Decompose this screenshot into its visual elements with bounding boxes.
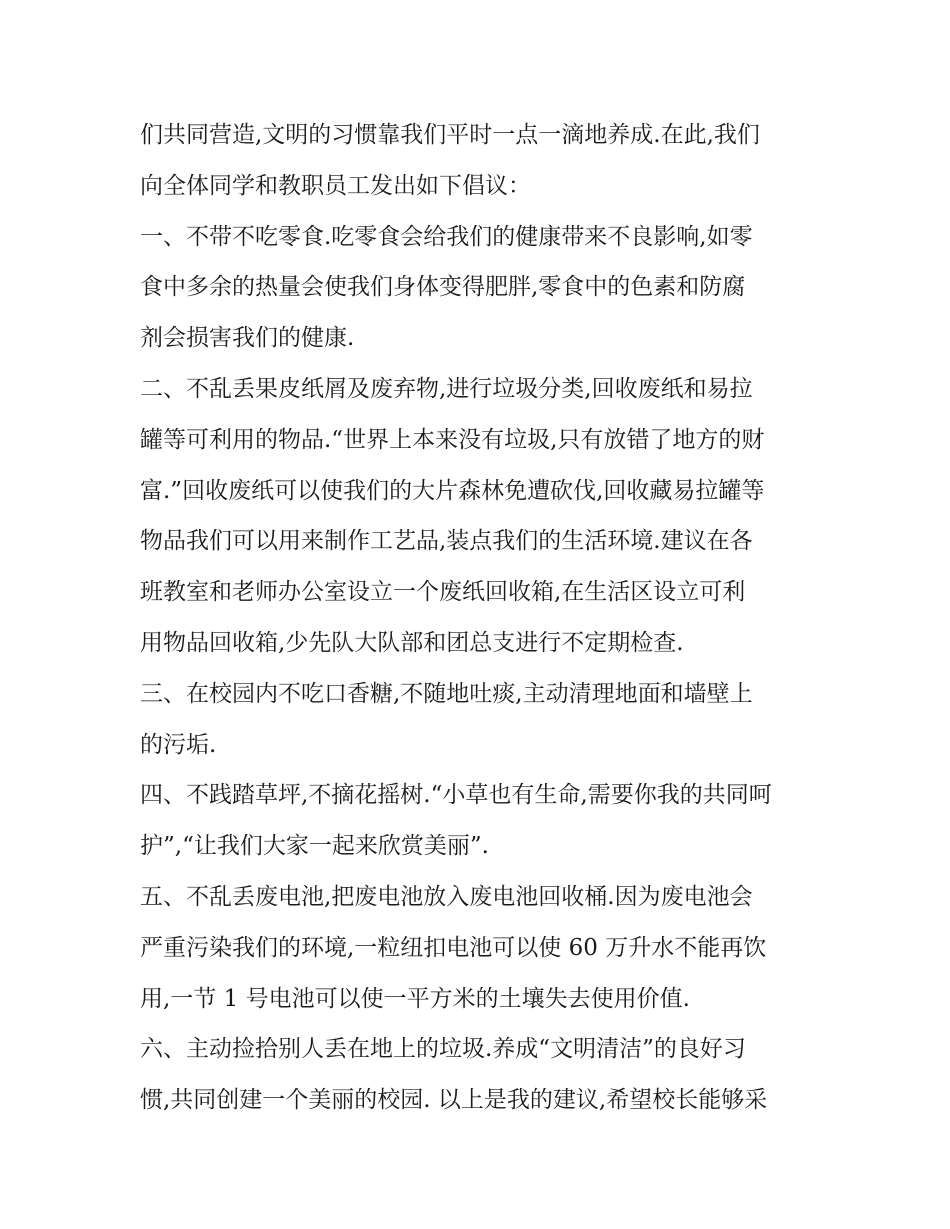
text-line: 惯,共同创建一个美丽的校园. 以上是我的建议,希望校长能够采 — [140, 1087, 768, 1114]
text-line: 二、不乱丢果皮纸屑及废弃物,进行垃圾分类,回收废纸和易拉 — [140, 375, 753, 402]
text-line: 食中多余的热量会使我们身体变得肥胖,零食中的色素和防腐 — [140, 274, 746, 301]
text-line: 们共同营造,文明的习惯靠我们平时一点一滴地养成.在此,我们 — [140, 122, 760, 148]
text-line: 五、不乱丢废电池,把废电池放入废电池回收桶.因为废电池会 — [140, 883, 753, 910]
body-text — [140, 110, 820, 1126]
text-line: 一、不带不吃零食.吃零食会给我们的健康带来不良影响,如零 — [140, 223, 753, 250]
text-line: 剂会损害我们的健康. — [140, 325, 355, 352]
text-line: 罐等可利用的物品.“世界上本来没有垃圾,只有放错了地方的财 — [140, 426, 765, 453]
text-line: 用物品回收箱,少先队大队部和团总支进行不定期检查. — [140, 629, 684, 656]
text-line: 物品我们可以用来制作工艺品,装点我们的生活环境.建议在各 — [140, 528, 753, 555]
text-line: 向全体同学和教职员工发出如下倡议： — [140, 172, 531, 199]
text-line: 富.”回收废纸可以使我们的大片森林免遭砍伐,回收藏易拉罐等 — [140, 477, 765, 504]
text-line: 的污垢. — [140, 731, 217, 758]
text-line: 护”,“让我们大家一起来欣赏美丽”. — [140, 833, 489, 860]
text-line: 用,一节 1 号电池可以使一平方米的土壤失去使用价值. — [140, 985, 690, 1012]
text-line: 三、在校园内不吃口香糖,不随地吐痰,主动清理地面和墙壁上 — [140, 680, 753, 707]
text-line: 严重污染我们的环境,一粒纽扣电池可以使 60 万升水不能再饮 — [140, 934, 767, 961]
text-line: 班教室和老师办公室设立一个废纸回收箱,在生活区设立可利 — [140, 579, 746, 606]
text-line: 四、不践踏草坪,不摘花摇树.“小草也有生命,需要你我的共同呵 — [140, 782, 772, 809]
text-line: 六、主动捡拾别人丢在地上的垃圾.养成“文明清洁”的良好习 — [140, 1036, 746, 1063]
